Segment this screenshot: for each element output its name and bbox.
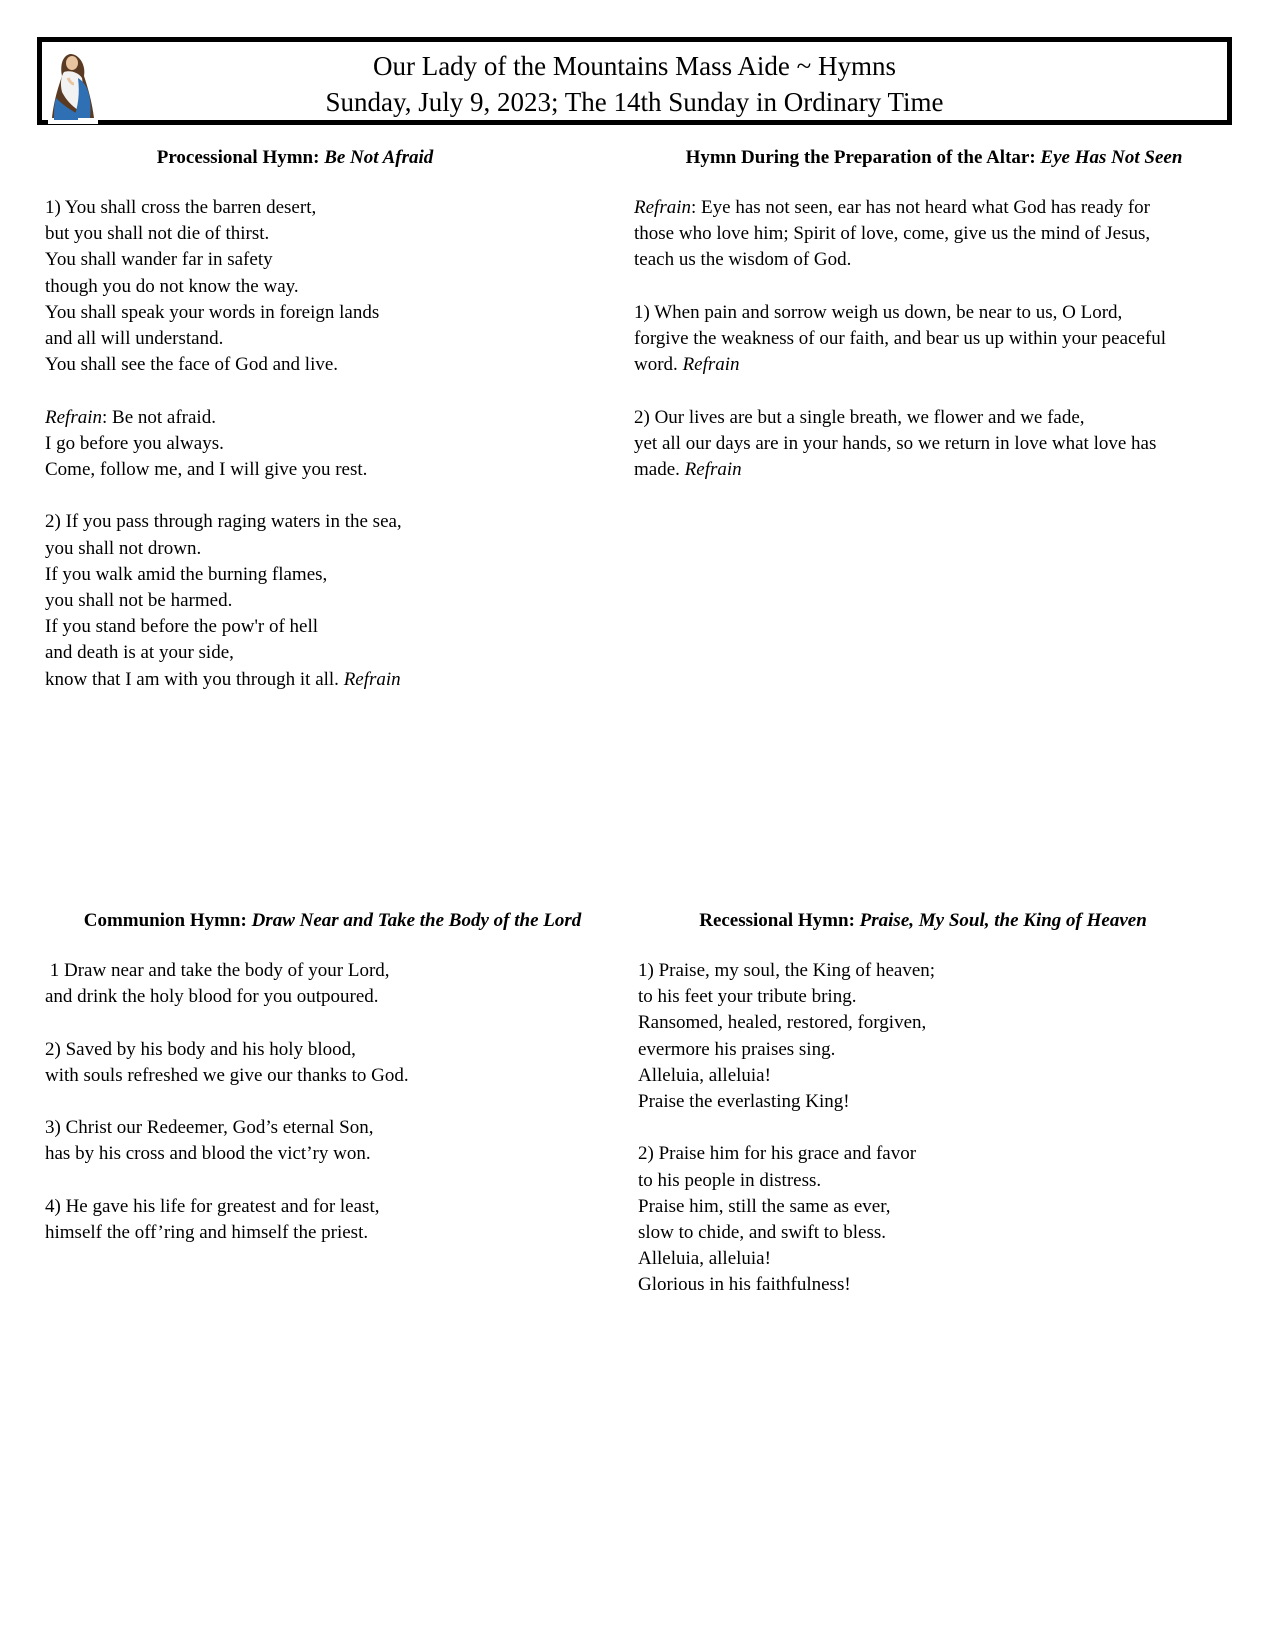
refrain-cue: Refrain xyxy=(343,668,401,690)
lyric-line: those who love him; Spirit of love, come, give us the mind of Jesus, xyxy=(634,223,1151,245)
communion-lyrics xyxy=(45,958,620,1246)
refrain-cue: Refrain xyxy=(682,354,740,376)
header-box xyxy=(37,37,1232,125)
header-title: Our Lady of the Mountains Mass Aide ~ Hymns xyxy=(372,51,897,81)
lyric-text: know that I am with you through it all. xyxy=(45,668,344,690)
lyric-line xyxy=(638,1115,1208,1141)
refrain-cue: Refrain xyxy=(684,459,742,480)
lyric-line: 1 Draw near and take the body of your Lord, xyxy=(45,960,390,981)
processional-heading xyxy=(45,145,545,171)
lyric-line: If you stand before the pow'r of hell xyxy=(45,616,319,638)
preparation-label: Hymn During the Preparation of the Altar: xyxy=(685,147,1036,168)
lyric-line: 2) If you pass through raging waters in the sea, xyxy=(45,511,402,533)
lyric-line: You shall speak your words in foreign lands xyxy=(45,301,380,323)
lyric-line: I go before you always. xyxy=(45,432,224,454)
lyric-line xyxy=(634,274,1234,300)
lyric-line: Glorious in his faithfulness! xyxy=(638,1274,851,1296)
preparation-lyrics xyxy=(634,195,1234,483)
lyric-line: 1) Praise, my soul, the King of heaven; xyxy=(638,960,936,981)
lyric-line: evermore his praises sing. xyxy=(638,1038,836,1060)
lyric-line: teach us the wisdom of God. xyxy=(634,249,852,271)
processional-lyrics xyxy=(45,195,545,693)
lyric-line: You shall wander far in safety xyxy=(45,249,273,271)
lyric-line: 2) Our lives are but a single breath, we flower and we fade, xyxy=(634,406,1085,428)
lyric-line xyxy=(634,457,1234,483)
lyric-line xyxy=(45,667,545,693)
refrain-label: Refrain xyxy=(634,197,691,218)
lyric-line: but you shall not die of thirst. xyxy=(45,223,270,245)
lyric-line: has by his cross and blood the vict’ry won. xyxy=(45,1143,371,1165)
lyric-line: you shall not drown. xyxy=(45,537,202,559)
recessional-lyrics xyxy=(638,958,1208,1299)
communion-title: Draw Near and Take the Body of the Lord xyxy=(251,910,582,931)
preparation-hymn xyxy=(634,145,1234,483)
recessional-hymn xyxy=(638,908,1208,1299)
lyric-text: : Be not afraid. xyxy=(102,406,216,428)
lyric-line: and all will understand. xyxy=(45,328,224,350)
lyric-line xyxy=(45,1168,620,1194)
processional-title: Be Not Afraid xyxy=(324,147,434,168)
lyric-line: You shall see the face of God and live. xyxy=(45,354,339,376)
lyric-line xyxy=(45,1089,620,1115)
lyric-line: 1) When pain and sorrow weigh us down, be near to us, O Lord, xyxy=(634,301,1123,323)
lyric-line xyxy=(45,1010,620,1036)
lyric-line: you shall not be harmed. xyxy=(45,590,233,612)
lyric-line xyxy=(634,378,1234,404)
lyric-line xyxy=(45,483,545,509)
lyric-line: to his feet your tribute bring. xyxy=(638,986,857,1008)
recessional-heading xyxy=(638,908,1208,934)
lyric-line: 1) You shall cross the barren desert, xyxy=(45,197,317,218)
lyric-line: 4) He gave his life for greatest and for least, xyxy=(45,1195,380,1217)
lyric-text: word. xyxy=(634,354,683,376)
lyric-line: Praise the everlasting King! xyxy=(638,1091,850,1113)
lyric-line: 3) Christ our Redeemer, God’s eternal Son, xyxy=(45,1117,374,1139)
refrain-label: Refrain xyxy=(45,406,102,428)
lyric-line: Alleluia, alleluia! xyxy=(638,1064,771,1086)
lyric-line: himself the off’ring and himself the priest. xyxy=(45,1221,369,1243)
lyric-line: and drink the holy blood for you outpoured. xyxy=(45,986,379,1008)
lyric-line: with souls refreshed we give our thanks to God. xyxy=(45,1064,409,1086)
lyric-line: 2) Praise him for his grace and favor xyxy=(638,1143,917,1165)
lyric-line: If you walk amid the burning flames, xyxy=(45,563,328,585)
recessional-title: Praise, My Soul, the King of Heaven xyxy=(859,910,1147,931)
lyric-line: to his people in distress. xyxy=(638,1169,822,1191)
lyric-line: Alleluia, alleluia! xyxy=(638,1248,771,1270)
lyric-line: forgive the weakness of our faith, and bear us up within your peaceful xyxy=(634,328,1167,349)
lyric-line: Ransomed, healed, restored, forgiven, xyxy=(638,1012,927,1034)
communion-label: Communion Hymn: xyxy=(83,910,247,931)
lyric-line: yet all our days are in your hands, so we return in love what love has xyxy=(634,432,1157,454)
lyric-line: though you do not know the way. xyxy=(45,275,299,297)
preparation-heading xyxy=(634,145,1234,171)
preparation-title: Eye Has Not Seen xyxy=(1040,147,1183,168)
processional-label: Processional Hymn: xyxy=(156,147,320,168)
lyric-line xyxy=(634,195,1234,221)
lyric-line: slow to chide, and swift to bless. xyxy=(638,1222,887,1244)
communion-heading xyxy=(45,908,620,934)
lyric-line xyxy=(45,405,545,431)
processional-hymn xyxy=(45,145,545,693)
lyric-line xyxy=(45,378,545,404)
lyric-text: : Eye has not seen, ear has not heard what God has ready for xyxy=(691,197,1151,218)
lyric-line xyxy=(634,352,1234,378)
lyric-line: 2) Saved by his body and his holy blood, xyxy=(45,1038,356,1060)
header-date: Sunday, July 9, 2023; The 14th Sunday in Ordinary Time xyxy=(325,87,944,117)
lyric-line: Come, follow me, and I will give you rest. xyxy=(45,459,368,481)
recessional-label: Recessional Hymn: xyxy=(699,910,855,931)
communion-hymn xyxy=(45,908,620,1246)
lyric-text: made. xyxy=(634,459,685,480)
lyric-line: and death is at your side, xyxy=(45,642,234,664)
lyric-line: Praise him, still the same as ever, xyxy=(638,1195,891,1217)
